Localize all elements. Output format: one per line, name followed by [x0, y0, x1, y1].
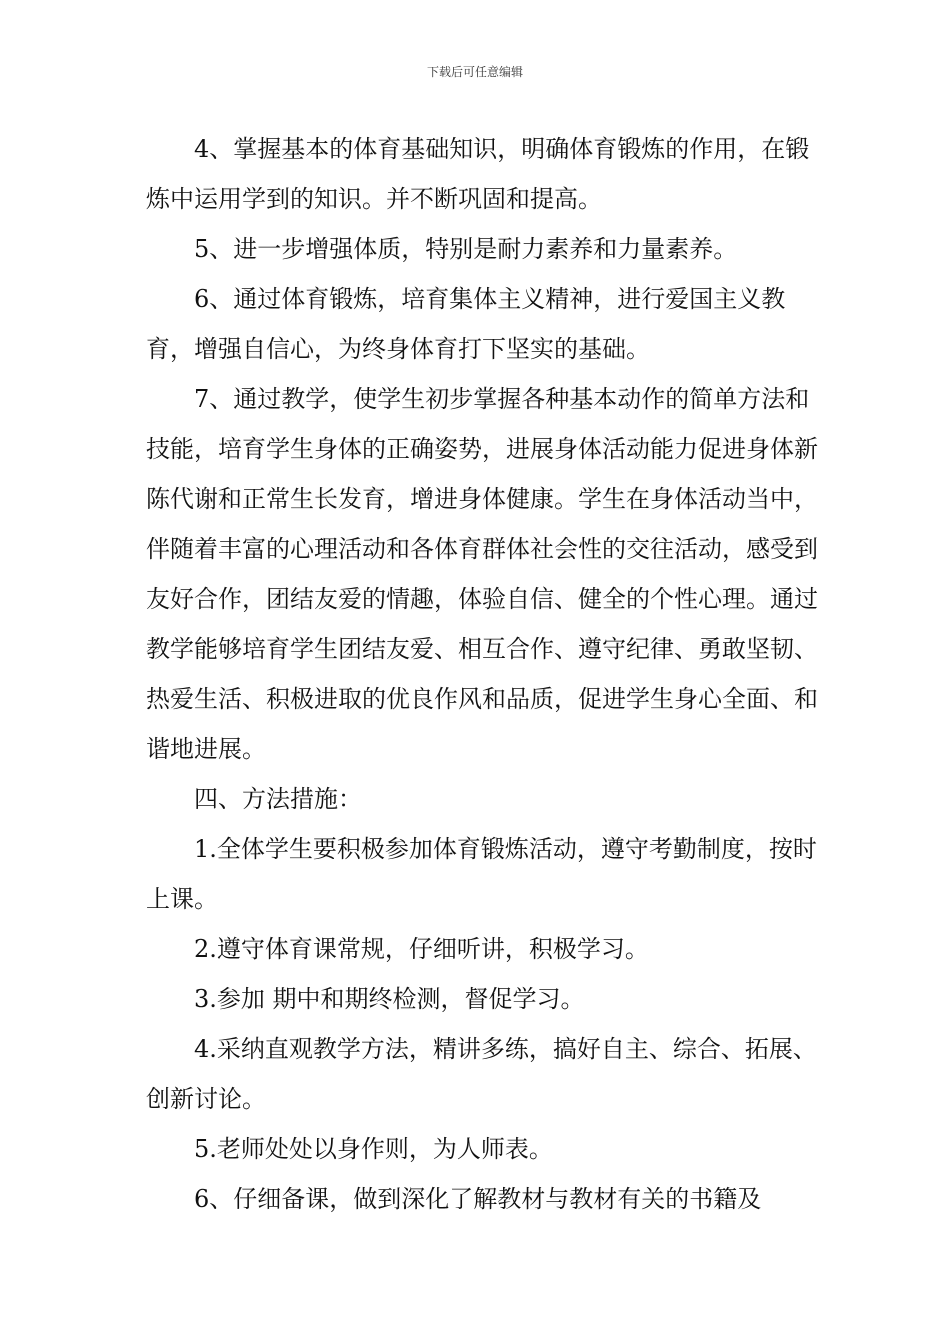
paragraph-method-1: 1.全体学生要积极参加体育锻炼活动，遵守考勤制度，按时上课。 — [146, 835, 817, 913]
paragraph-goal-7: 7、通过教学，使学生初步掌握各种基本动作的简单方法和技能，培育学生身体的正确姿势，进展身体活动能力促进身体新陈代谢和正常生长发育，增进身体健康。学生在身体活动当中，伴随着丰富的心理活动和各体育群体社会性的交往活动，感受到友好合作，团结友爱的情趣，体验自信、健全的个性心理。通过教学能够培育学生团结友爱、相互合作、遵守纪律、勇敢坚韧、热爱生活、积极进取的优良作风和品质，促进学生身心全面、和谐地进展。 — [146, 385, 818, 763]
document-body — [146, 124, 818, 1224]
paragraph-method-4: 4.采纳直观教学方法，精讲多练，搞好自主、综合、拓展、创新讨论。 — [146, 1035, 817, 1113]
section-heading-methods: 四、方法措施： — [194, 785, 362, 813]
page-header-note: 下载后可任意编辑 — [426, 65, 523, 79]
paragraph-goal-5: 5、进一步增强体质，特别是耐力素养和力量素养。 — [194, 235, 738, 263]
paragraph-method-2: 2.遵守体育课常规，仔细听讲，积极学习。 — [194, 935, 649, 963]
paragraph-method-5: 5.老师处处以身作则，为人师表。 — [194, 1135, 553, 1163]
paragraph-method-3: 3.参加 期中和期终检测，督促学习。 — [194, 985, 585, 1013]
paragraph-method-6: 6、仔细备课，做到深化了解教材与教材有关的书籍及 — [194, 1185, 762, 1213]
paragraph-goal-6: 6、通过体育锻炼，培育集体主义精神，进行爱国主义教育，增强自信心，为终身体育打下坚实的基础。 — [146, 285, 786, 363]
paragraph-goal-4: 4、掌握基本的体育基础知识，明确体育锻炼的作用，在锻炼中运用学到的知识。并不断巩固和提高。 — [146, 135, 810, 213]
